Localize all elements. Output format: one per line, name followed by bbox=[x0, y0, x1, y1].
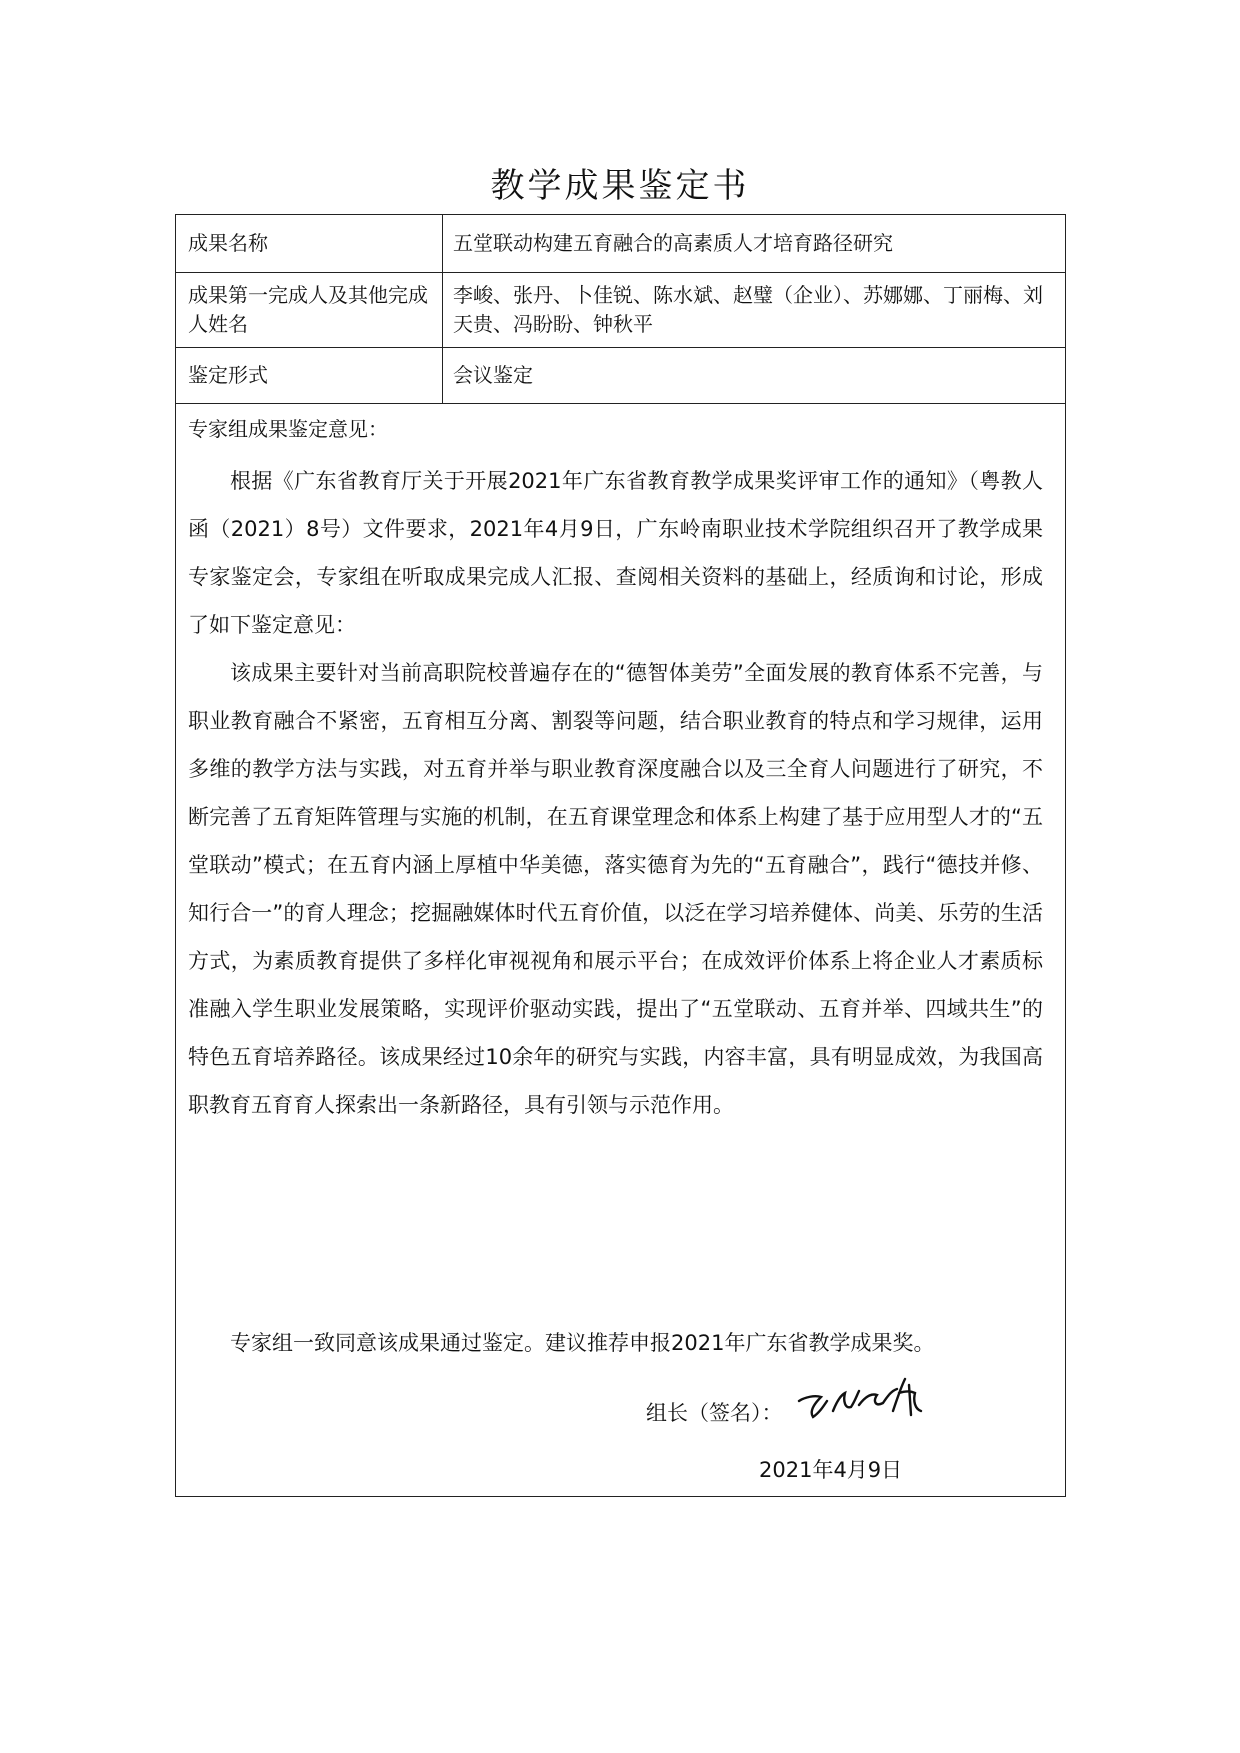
row-label: 鉴定形式 bbox=[176, 348, 443, 403]
table-row-appraisal-form bbox=[176, 348, 1065, 404]
row-value: 李峻、张丹、卜佳锐、陈水斌、赵璧（企业）、苏娜娜、丁丽梅、刘天贵、冯盼盼、钟秋平 bbox=[453, 283, 1043, 336]
document-title: 教学成果鉴定书 bbox=[490, 166, 750, 206]
row-value: 五堂联动构建五育融合的高素质人才培育路径研究 bbox=[453, 231, 893, 255]
opinion-paragraph: 根据《广东省教育厅关于开展2021年广东省教育教学成果奖评审工作的通知》（粤教人函（2021）8号）文件要求，2021年4月9日，广东岭南职业技术学院组织召开了教学成果专家鉴定会，专家组在听取成果完成人汇报、查阅相关资料的基础上，经质询和讨论，形成了如下鉴定意见： bbox=[188, 469, 1043, 637]
opinion-paragraph: 专家组一致同意该成果通过鉴定。建议推荐申报2021年广东省教学成果奖。 bbox=[230, 1331, 935, 1355]
signoff-date: 2021年4月9日 bbox=[759, 1458, 903, 1482]
handwritten-signature bbox=[793, 1371, 943, 1431]
table-row-contributors bbox=[176, 273, 1065, 348]
opinion-heading: 专家组成果鉴定意见： bbox=[188, 417, 388, 441]
appraisal-form bbox=[175, 214, 1066, 1497]
leader-signature-label: 组长（签名）： bbox=[646, 1401, 783, 1425]
row-label: 成果第一完成人及其他完成人姓名 bbox=[176, 273, 443, 347]
opinion-paragraph: 该成果主要针对当前高职院校普遍存在的“德智体美劳”全面发展的教育体系不完善，与职业教育融合不紧密，五育相互分离、割裂等问题，结合职业教育的特点和学习规律，运用多维的教学方法与实践，对五育并举与职业教育深度融合以及三全育人问题进行了研究，不断完善了五育矩阵管理与实施的机制，在五育课堂理念和体系上构建了基于应用型人才的“五堂联动”模式；在五育内涵上厚植中华美德，落实德育为先的“五育融合”，践行“德技并修、知行合一”的育人理念；挖掘融媒体时代五育价值，以泛在学习培养健体、尚美、乐劳的生活方式，为素质教育提供了多样化审视视角和展示平台；在成效评价体系上将企业人才素质标准融入学生职业发展策略，实现评价驱动实践，提出了“五堂联动、五育并举、四域共生”的特色五育培养路径。该成果经过10余年的研究与实践，内容丰富，具有明显成效，为我国高职教育五育育人探索出一条新路径，具有引领与示范作用。 bbox=[188, 661, 1043, 1117]
row-label: 成果名称 bbox=[176, 215, 443, 272]
row-value: 会议鉴定 bbox=[453, 363, 533, 387]
table-row-achievement-name bbox=[176, 215, 1065, 273]
